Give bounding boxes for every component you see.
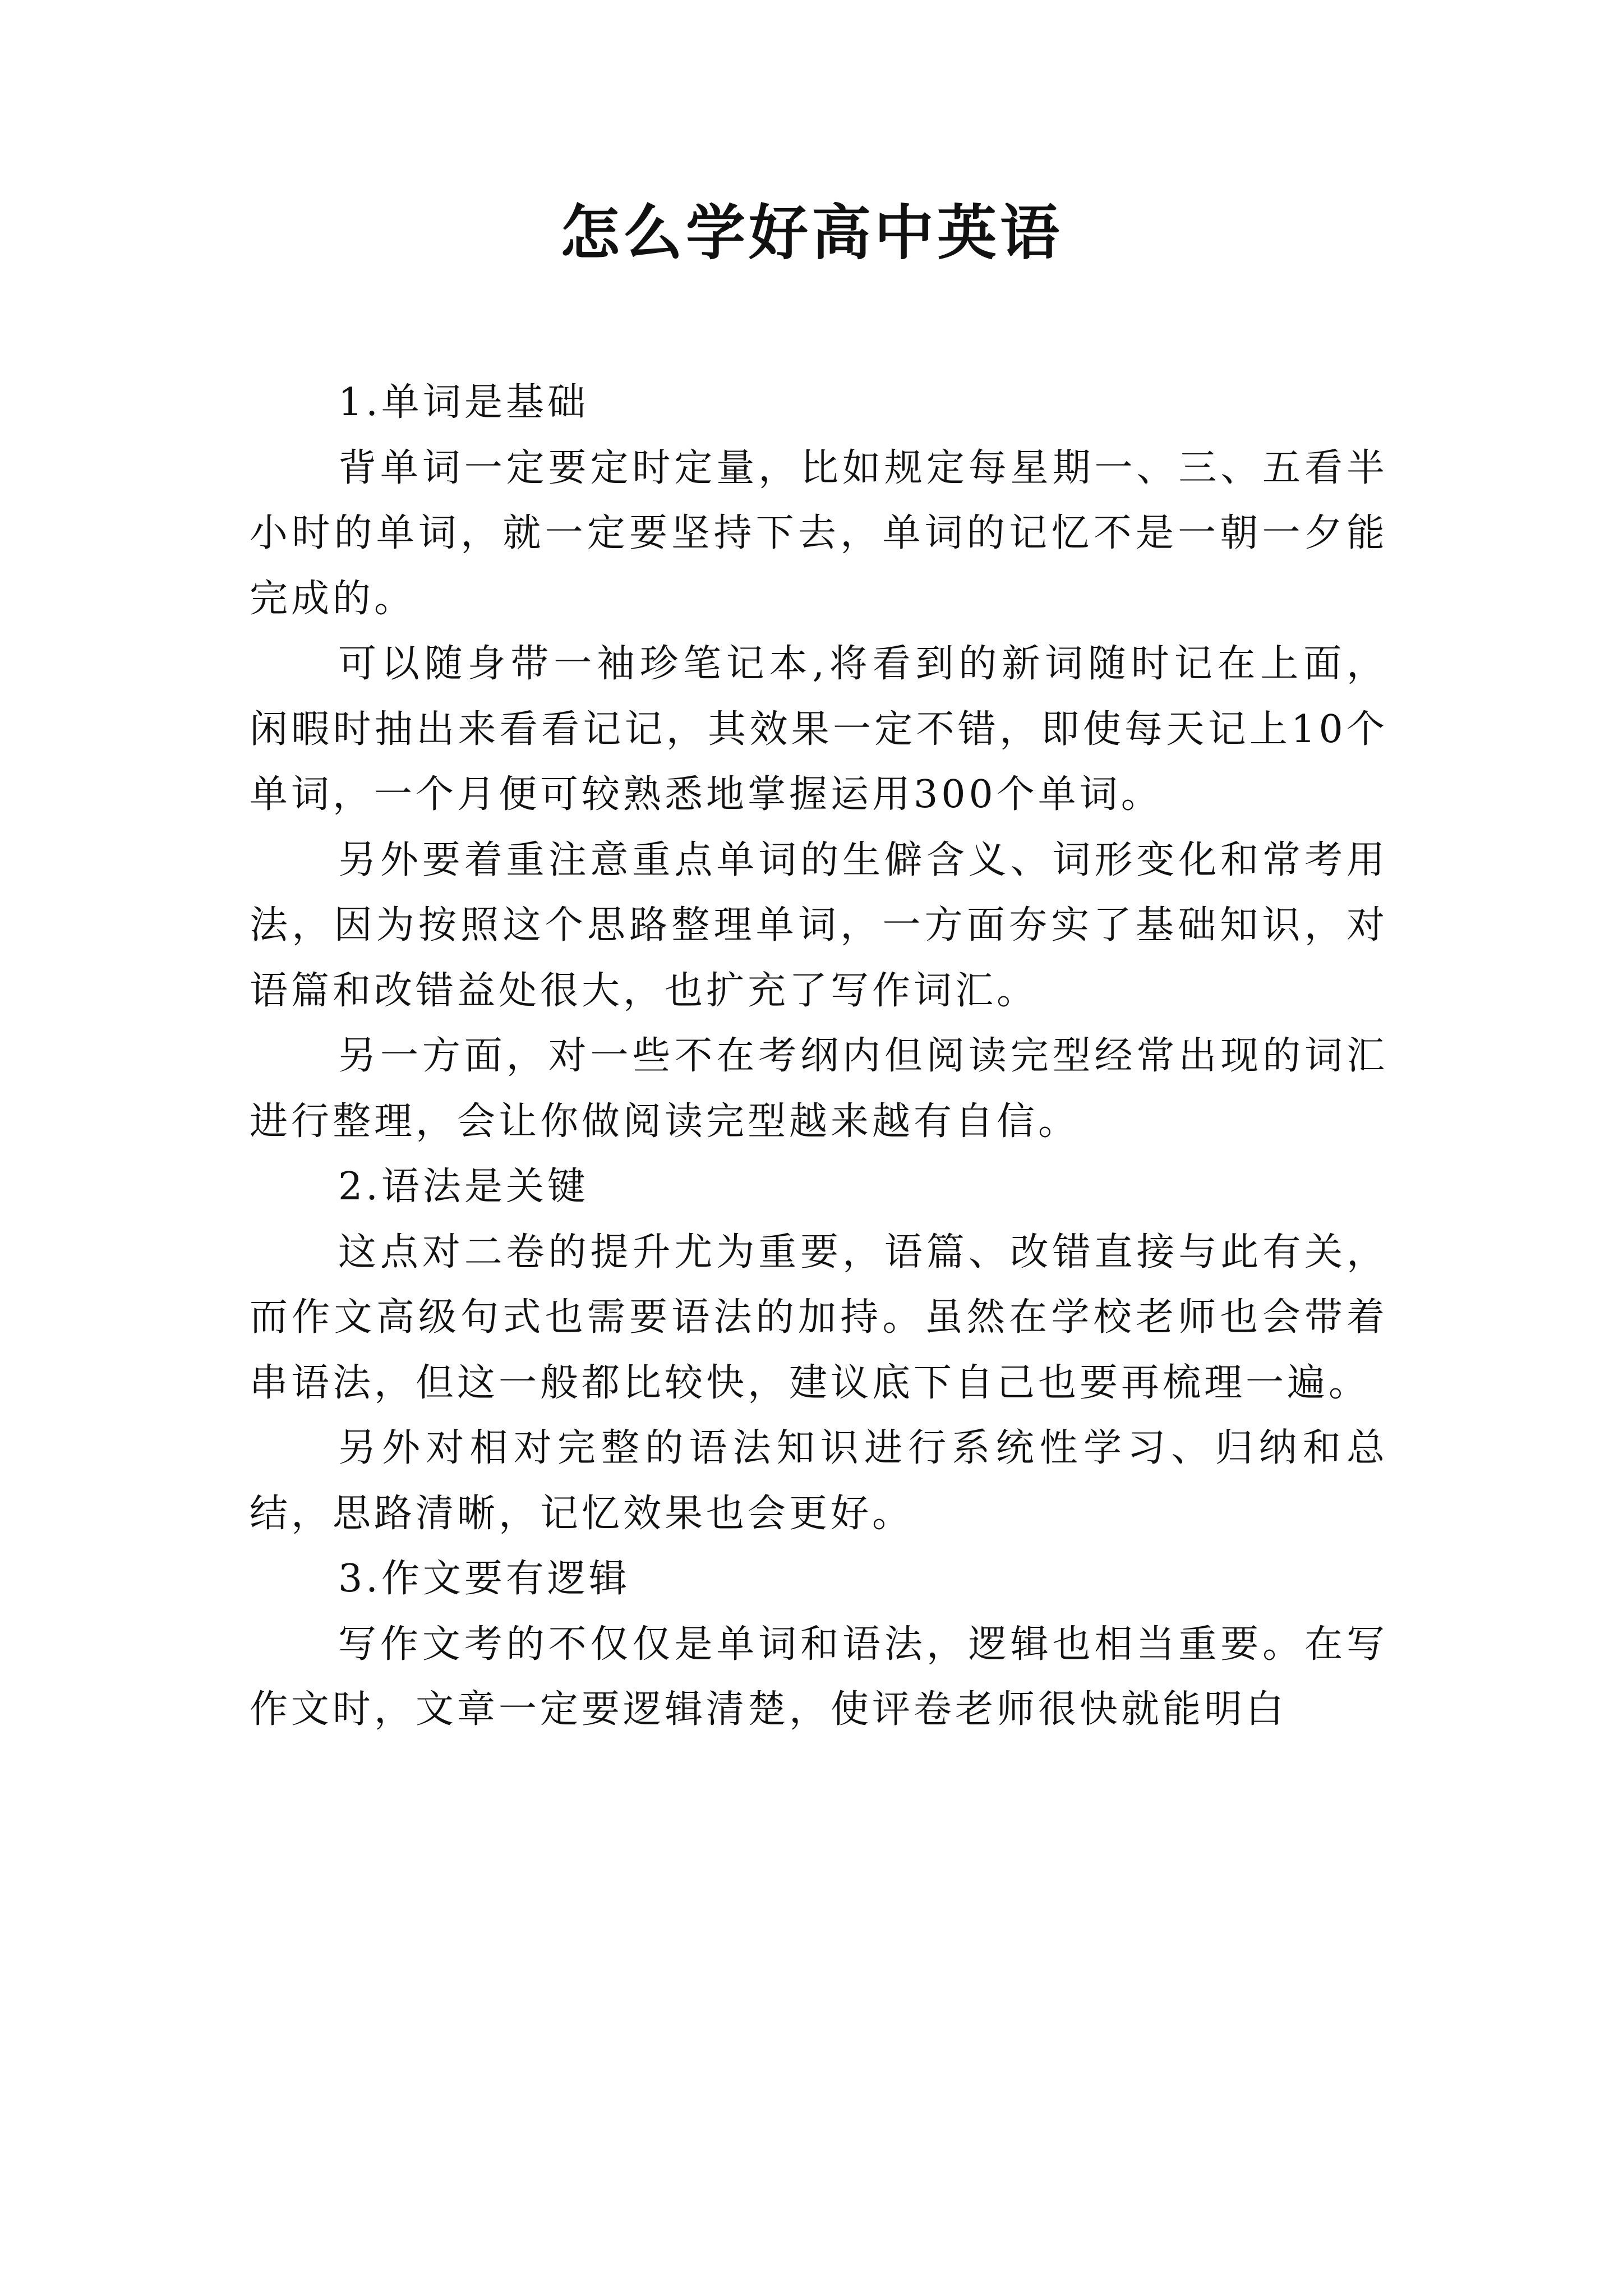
section-heading-grammar: 2.语法是关键 (338, 1165, 589, 1209)
section-heading-vocabulary: 1.单词是基础 (338, 380, 589, 425)
paragraph: 可以随身带一袖珍笔记本,将看到的新词随时记在上面，闲暇时抽出来看看记记，其效果一定不错，即使每天记上10个单词，一个月便可较熟悉地掌握运用300个单词。 (250, 642, 1388, 817)
document-body (250, 370, 1388, 1743)
paragraph: 另外要着重注意重点单词的生僻含义、词形变化和常考用法，因为按照这个思路整理单词，一方面夯实了基础知识，对语篇和改错益处很大，也扩充了写作词汇。 (250, 838, 1388, 1013)
paragraph: 这点对二卷的提升尤为重要，语篇、改错直接与此有关，而作文高级句式也需要语法的加持。虽然在学校老师也会带着串语法，但这一般都比较快，建议底下自己也要再梳理一遍。 (250, 1230, 1388, 1405)
paragraph: 另一方面，对一些不在考纲内但阅读完型经常出现的词汇进行整理，会让你做阅读完型越来越有自信。 (250, 1034, 1388, 1144)
paragraph: 另外对相对完整的语法知识进行系统性学习、归纳和总结，思路清晰，记忆效果也会更好。 (250, 1426, 1388, 1536)
paragraph: 写作文考的不仅仅是单词和语法，逻辑也相当重要。在写作文时，文章一定要逻辑清楚，使评卷老师很快就能明白 (250, 1622, 1388, 1732)
document-title: 怎么学好高中英语 (560, 197, 1063, 268)
section-heading-writing: 3.作文要有逻辑 (338, 1557, 630, 1601)
paragraph: 背单词一定要定时定量，比如规定每星期一、三、五看半小时的单词，就一定要坚持下去，单词的记忆不是一朝一夕能完成的。 (250, 445, 1388, 621)
